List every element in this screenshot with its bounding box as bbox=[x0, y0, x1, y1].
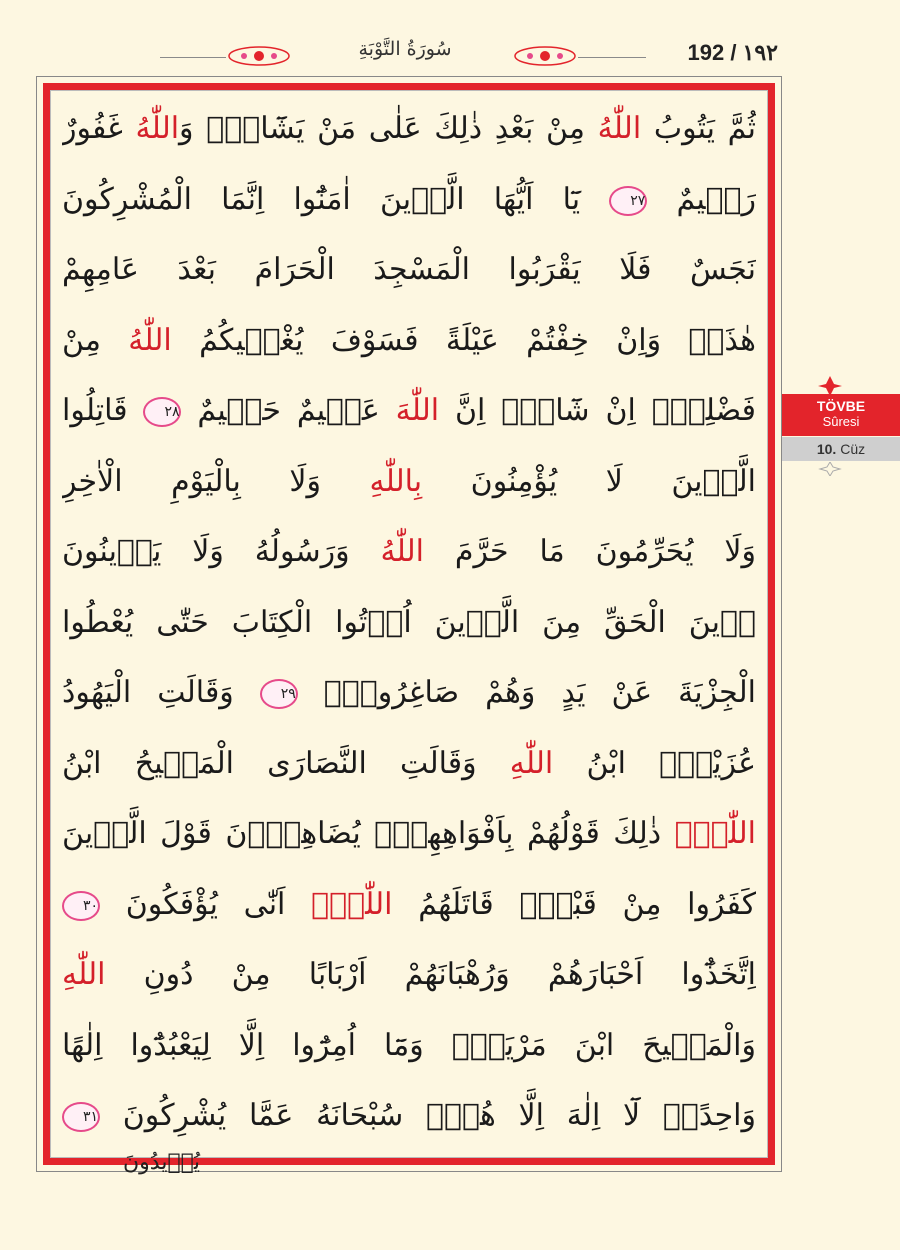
text-run: كَفَرُوا مِنْ قَبْلُۜ قَاتَلَهُمُ bbox=[392, 886, 756, 922]
juz-tab bbox=[782, 437, 900, 461]
allah-word: اللّٰهِۜ bbox=[674, 816, 756, 851]
text-run: الَّذ۪ينَ لَا يُؤْمِنُونَ bbox=[422, 463, 756, 499]
text-run: ثُمَّ يَتُوبُ bbox=[641, 111, 756, 146]
text-run: فَضْلِه۪ٓ اِنْ شَٓاءَۜ اِنَّ bbox=[439, 393, 756, 428]
juz-label: Cüz bbox=[840, 441, 866, 457]
verse-line bbox=[62, 1081, 756, 1152]
verse-text-block bbox=[62, 94, 756, 1152]
text-run: يَٓا اَيُّهَا الَّذ۪ينَ اٰمَنُٓوا اِنَّمَا الْمُشْرِكُونَ bbox=[62, 181, 610, 217]
verse-number-marker: ٢٩ bbox=[260, 679, 298, 709]
verse-number-marker: ٢٨ bbox=[143, 397, 181, 427]
header-rule-right bbox=[578, 57, 646, 58]
text-run: د۪ينَ الْحَقِّ مِنَ الَّذ۪ينَ اُو۫تُوا الْكِتَابَ حَتّٰى يُعْطُوا bbox=[62, 604, 756, 640]
text-run: مِنْ بَعْدِ ذٰلِكَ عَلٰى مَنْ يَشَٓاءُۜ وَ bbox=[179, 111, 598, 146]
verse-number-marker: ٣١ bbox=[62, 1102, 100, 1132]
verse-line bbox=[62, 447, 756, 518]
tab-ornament-bottom-icon bbox=[818, 462, 842, 476]
verse-line bbox=[62, 729, 756, 800]
text-run: عَل۪يمٌ حَك۪يمٌ bbox=[181, 393, 396, 428]
allah-word: اللّٰهُ bbox=[380, 534, 424, 569]
verse-line bbox=[62, 165, 756, 236]
text-run: وَاحِدًاۚ لَٓا اِلٰهَ اِلَّا هُوَۜ سُبْحَانَهُ عَمَّا يُشْرِكُونَ bbox=[100, 1098, 756, 1133]
juz-number: 10. bbox=[816, 441, 837, 457]
verse-line bbox=[62, 658, 756, 729]
text-run: وَلَا بِالْيَوْمِ الْاٰخِرِ bbox=[62, 463, 370, 499]
allah-word: اللّٰهُ bbox=[135, 111, 180, 146]
allah-word: اللّٰهِ bbox=[62, 957, 106, 992]
tab-ornament-top-icon bbox=[818, 376, 842, 396]
header-rule-left bbox=[160, 57, 226, 58]
allah-word: بِاللّٰهِ bbox=[369, 463, 423, 499]
page-number: 192 / ١٩٢ bbox=[687, 40, 778, 65]
surah-name-tab bbox=[782, 394, 900, 436]
text-run: وَقَالَتِ الْيَهُودُ bbox=[62, 675, 260, 710]
verse-line bbox=[62, 376, 756, 447]
text-run: الْجِزْيَةَ عَنْ يَدٍ وَهُمْ صَاغِرُونَ۟ bbox=[297, 675, 756, 710]
page-header bbox=[0, 0, 900, 70]
text-run: ذٰلِكَ قَوْلُهُمْ بِاَفْوَاهِهِمْۚ يُضَاهِؤُ۫نَ قَوْلَ الَّذ۪ينَ bbox=[62, 816, 675, 851]
verse-line bbox=[62, 94, 756, 165]
verse-line bbox=[62, 517, 756, 588]
text-run: نَجَسٌ فَلَا يَقْرَبُوا الْمَسْجِدَ الْحَرَامَ بَعْدَ عَامِهِمْ bbox=[62, 252, 756, 287]
text-run: وَقَالَتِ النَّصَارَى الْمَس۪يحُ ابْنُ bbox=[62, 745, 510, 781]
text-run: اِتَّخَذُٓوا اَحْبَارَهُمْ وَرُهْبَانَهُمْ اَرْبَابًا مِنْ دُونِ bbox=[105, 957, 756, 992]
verse-line bbox=[62, 870, 756, 941]
verse-line bbox=[62, 306, 756, 377]
text-run: غَفُورٌ bbox=[62, 111, 136, 146]
text-run: وَالْمَس۪يحَ ابْنَ مَرْيَمَۚ وَمَٓا اُمِرُٓوا اِلَّا لِيَعْبُدُٓوا اِلٰهًا bbox=[62, 1027, 756, 1063]
allah-word: اللّٰهُ bbox=[128, 322, 172, 358]
text-run: وَلَا يُحَرِّمُونَ مَا حَرَّمَ bbox=[423, 534, 756, 569]
verse-line bbox=[62, 940, 756, 1011]
text-run: رَح۪يمٌ bbox=[647, 181, 756, 217]
allah-word: اللّٰهُۘ bbox=[311, 886, 393, 922]
verse-line bbox=[62, 588, 756, 659]
text-run: مِنْ bbox=[62, 322, 129, 358]
verse-line bbox=[62, 235, 756, 306]
surah-label: Sûresi bbox=[822, 414, 860, 429]
surah-title: سُورَةُ التَّوْبَةِ bbox=[358, 38, 452, 60]
surah-name: TÖVBE bbox=[816, 398, 866, 414]
catchword: يُر۪يدُونَ bbox=[123, 1150, 200, 1175]
text-run: قَاتِلُوا bbox=[62, 393, 144, 428]
verse-number-marker: ٢٧ bbox=[609, 186, 647, 216]
text-run: عُزَيْرٌۨ ابْنُ bbox=[553, 745, 756, 781]
text-run: اَنّٰى يُؤْفَكُونَ bbox=[100, 886, 312, 922]
ornament-right-icon bbox=[512, 44, 578, 68]
verse-line bbox=[62, 1011, 756, 1082]
allah-word: اللّٰهَ bbox=[395, 393, 440, 428]
text-run: وَرَسُولُهُ وَلَا يَد۪ينُونَ bbox=[62, 534, 381, 569]
ornament-left-icon bbox=[226, 44, 292, 68]
allah-word: اللّٰهُ bbox=[597, 111, 642, 146]
text-run: هٰذَاۚ وَاِنْ خِفْتُمْ عَيْلَةً فَسَوْفَ يُغْن۪يكُمُ bbox=[171, 322, 756, 358]
verse-number-marker: ٣٠ bbox=[62, 891, 100, 921]
allah-word: اللّٰهِ bbox=[509, 745, 554, 781]
verse-line bbox=[62, 799, 756, 870]
